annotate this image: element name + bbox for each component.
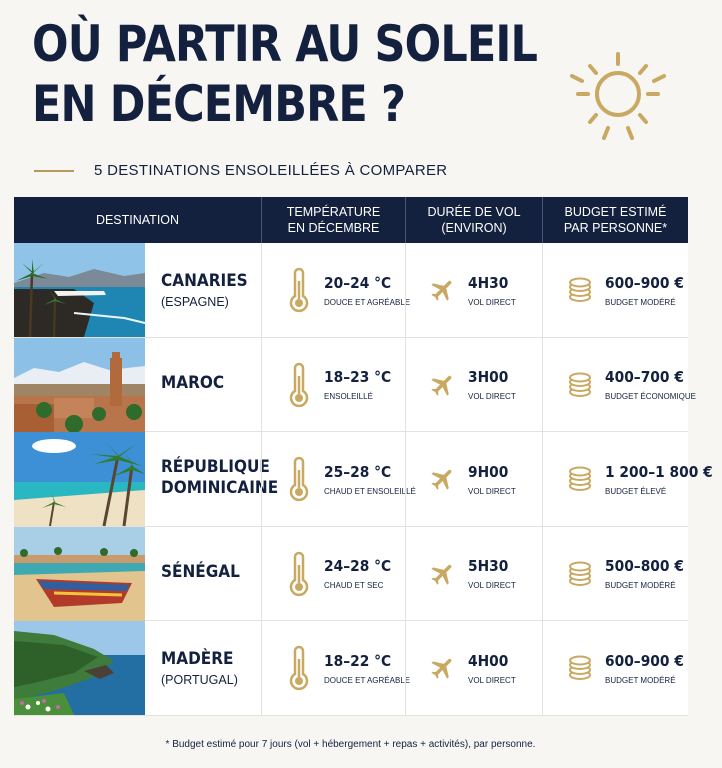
coins-icon <box>563 457 597 501</box>
flight-value: 4H00 <box>468 651 509 670</box>
table-row <box>14 243 688 338</box>
thermometer-icon <box>282 268 316 312</box>
flight-cell <box>405 432 542 526</box>
thermometer-icon <box>282 363 316 407</box>
page-title <box>32 14 537 134</box>
table-row <box>14 621 688 716</box>
title-line-1: OÙ PARTIR AU SOLEIL <box>32 15 538 73</box>
destination-cell <box>14 432 279 526</box>
destination-cell <box>14 621 261 715</box>
temperature-value: 25–28 °C <box>324 462 392 481</box>
temperature-cell <box>261 621 411 715</box>
destination-cell <box>14 243 261 337</box>
destination-cell <box>14 338 261 432</box>
budget-cell <box>542 527 688 621</box>
sun-icon <box>566 46 670 150</box>
flight-value: 9H00 <box>468 462 509 481</box>
budget-value: 600–900 € <box>605 273 684 292</box>
budget-cell <box>542 243 688 337</box>
budget-note: BUDGET MODÉRÉ <box>605 297 676 307</box>
flight-value: 3H00 <box>468 368 509 387</box>
thermometer-icon <box>282 457 316 501</box>
subtitle: 5 DESTINATIONS ENSOLEILLÉES À COMPARER <box>94 162 448 179</box>
header-destination: DESTINATION <box>95 213 180 227</box>
flight-value: 4H30 <box>468 273 509 292</box>
flight-value: 5H30 <box>468 557 509 576</box>
temperature-value: 24–28 °C <box>324 557 392 576</box>
airplane-icon <box>426 457 460 501</box>
coins-icon <box>563 552 597 596</box>
temperature-note: DOUCE ET AGRÉABLE <box>324 675 411 685</box>
budget-cell <box>542 432 713 526</box>
temperature-note: DOUCE ET AGRÉABLE <box>324 297 411 307</box>
temperature-note: ENSOLEILLÉ <box>324 392 373 402</box>
coins-icon <box>563 363 597 407</box>
flight-note: VOL DIRECT <box>468 392 516 402</box>
flight-cell <box>405 338 542 432</box>
temperature-cell <box>261 432 416 526</box>
temperature-cell <box>261 338 405 432</box>
flight-note: VOL DIRECT <box>468 486 516 496</box>
budget-value: 1 200–1 800 € <box>605 462 713 481</box>
flight-note: VOL DIRECT <box>468 581 516 591</box>
subtitle-row <box>34 162 447 179</box>
coins-icon <box>563 268 597 312</box>
temperature-value: 18–22 °C <box>324 651 392 670</box>
budget-value: 400–700 € <box>605 368 684 387</box>
table-header <box>14 197 688 243</box>
temperature-value: 20–24 °C <box>324 273 392 292</box>
table-row <box>14 432 713 527</box>
destination-name: CANARIES <box>161 271 248 291</box>
flight-cell <box>405 621 542 715</box>
destination-name: SÉNÉGAL <box>161 561 240 582</box>
budget-cell <box>542 621 688 715</box>
madere-photo <box>14 621 145 715</box>
destination-name: MADÈRE <box>161 649 234 670</box>
temperature-note: CHAUD ET ENSOLEILLÉ <box>324 486 416 496</box>
republique-dominicaine-photo <box>14 432 145 526</box>
header-budget: BUDGET ESTIMÉ PAR PERSONNE* <box>542 197 688 243</box>
destination-name: MAROC <box>161 372 225 393</box>
budget-note: BUDGET MODÉRÉ <box>605 581 676 591</box>
subtitle-rule <box>34 170 74 172</box>
flight-cell <box>405 527 542 621</box>
temperature-value: 18–23 °C <box>324 368 392 387</box>
footnote: * Budget estimé pour 7 jours (vol + hébergement + repas + activités), par personne. <box>165 739 536 750</box>
budget-note: BUDGET ÉLEVÉ <box>605 486 667 496</box>
budget-value: 500–800 € <box>605 557 684 576</box>
title-line-2: EN DÉCEMBRE ? <box>32 75 406 133</box>
destination-country: (ESPAGNE) <box>161 295 229 309</box>
temperature-note: CHAUD ET SEC <box>324 581 384 591</box>
destination-name: RÉPUBLIQUE DOMINICAINE <box>161 456 279 498</box>
header-temperature: TEMPÉRATURE EN DÉCEMBRE <box>261 197 405 243</box>
budget-note: BUDGET MODÉRÉ <box>605 675 676 685</box>
destination-country: (PORTUGAL) <box>161 673 238 688</box>
airplane-icon <box>426 268 460 312</box>
budget-value: 600–900 € <box>605 651 684 670</box>
maroc-photo <box>14 338 145 432</box>
flight-note: VOL DIRECT <box>468 297 516 307</box>
airplane-icon <box>426 646 460 690</box>
budget-note: BUDGET ÉCONOMIQUE <box>605 392 696 402</box>
airplane-icon <box>426 363 460 407</box>
thermometer-icon <box>282 646 316 690</box>
senegal-photo <box>14 527 145 621</box>
header-flight: DURÉE DE VOL (ENVIRON) <box>405 197 542 243</box>
table-row <box>14 527 688 622</box>
coins-icon <box>563 646 597 690</box>
flight-cell <box>405 243 542 337</box>
temperature-cell <box>261 243 411 337</box>
table-row <box>14 338 696 433</box>
airplane-icon <box>426 552 460 596</box>
canaries-photo <box>14 243 145 337</box>
destinations-table <box>14 197 713 716</box>
budget-cell <box>542 338 696 432</box>
destination-cell <box>14 527 261 621</box>
temperature-cell <box>261 527 405 621</box>
flight-note: VOL DIRECT <box>468 675 516 685</box>
thermometer-icon <box>282 552 316 596</box>
